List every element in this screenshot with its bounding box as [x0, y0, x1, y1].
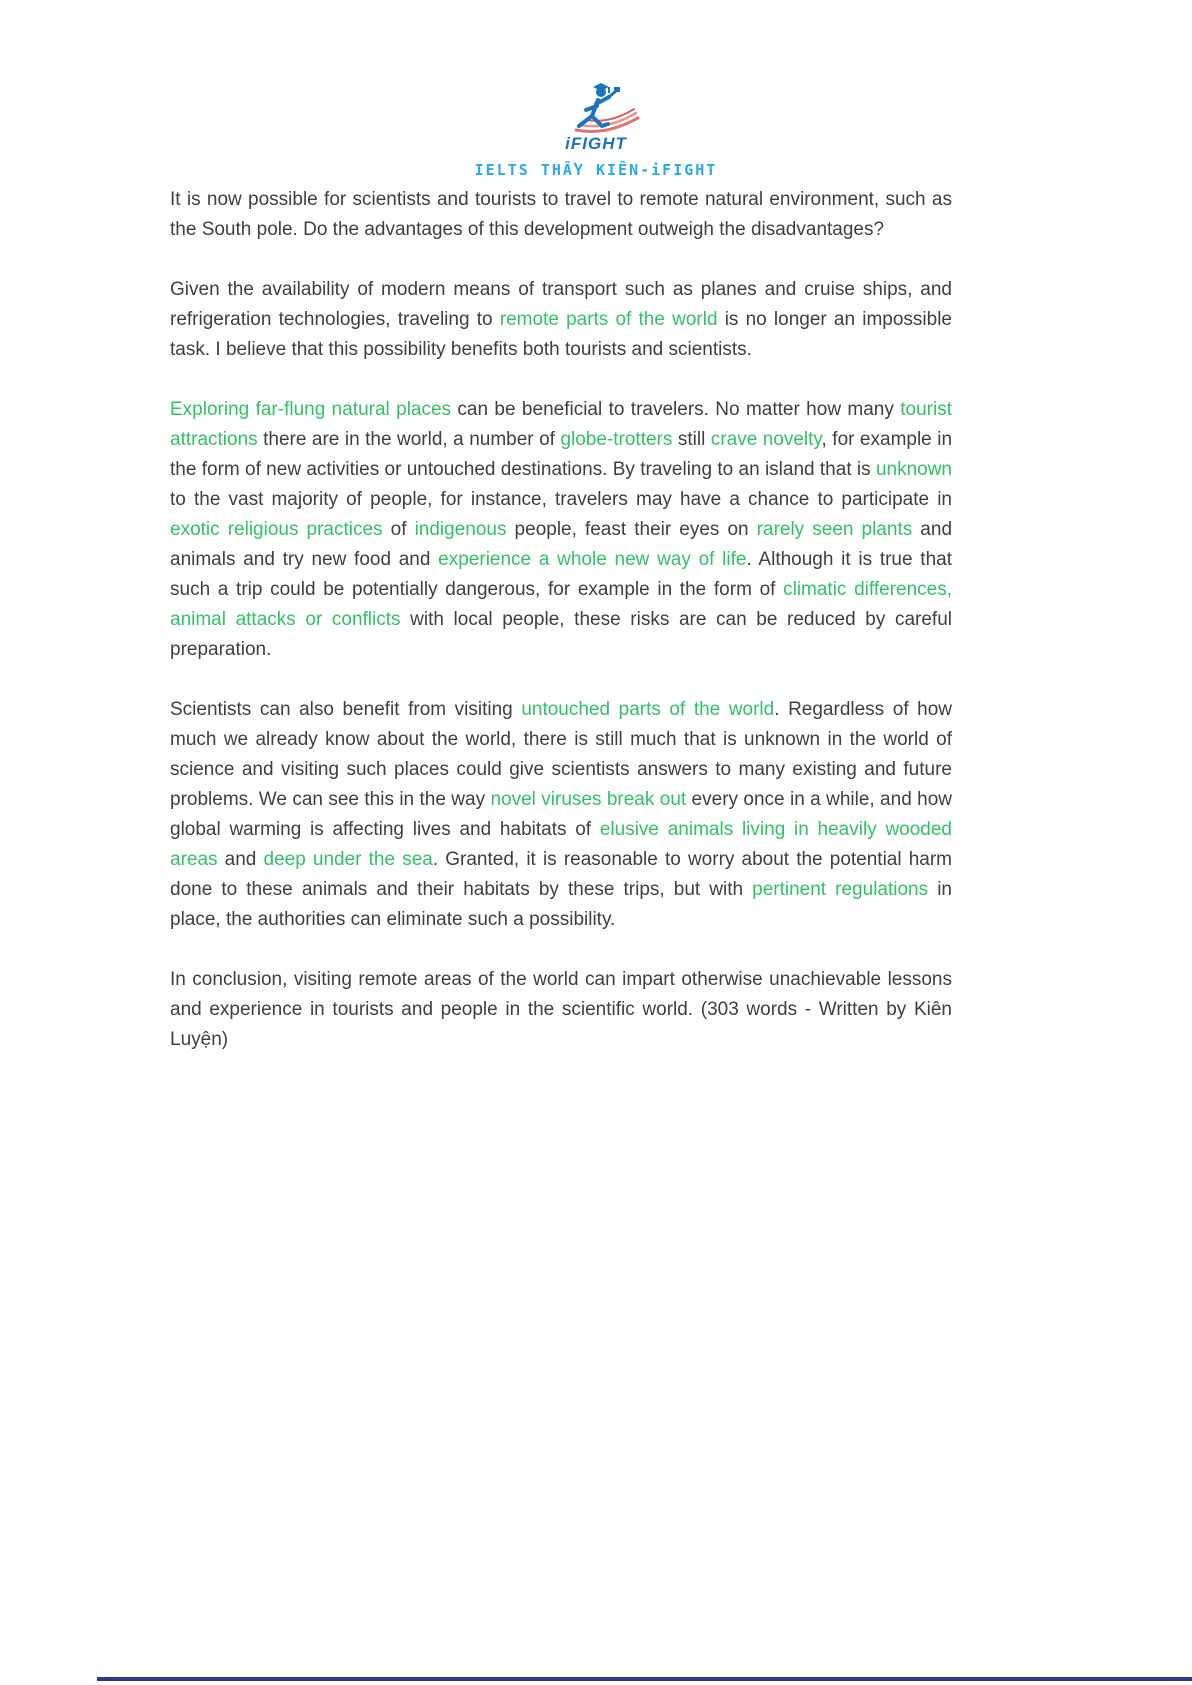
site-title: IELTS THẦY KIÊN-iFIGHT: [474, 161, 718, 179]
highlighted-phrase: Exploring far-flung natural places: [170, 399, 452, 420]
runner-logo-icon: [546, 80, 646, 142]
text-segment: is no longer an impossible task. I believe that this possibility benefits both tourists and scientists.: [170, 309, 952, 360]
text-segment: to the vast majority of people, for instance, travelers may have a chance to participate in: [170, 489, 952, 510]
text-segment: people, feast their eyes on: [506, 519, 757, 540]
text-segment: can be beneficial to travelers. No matter how many: [451, 399, 901, 420]
text-segment: In conclusion, visiting remote areas of the world can impart otherwise unachievable lessons and experience in tourists and people in the scientific world. (303 words - Written by Kiên Luyện): [170, 969, 952, 1050]
text-segment: Given the availability of modern means of transport such as planes and cruise ships, and refrigeration technologies, traveling to: [170, 279, 952, 330]
text-segment: . Although it is true that such a trip could be potentially dangerous, for example in the form of: [170, 549, 952, 600]
highlighted-phrase: globe-trotters: [560, 429, 673, 450]
text-segment: and: [217, 849, 264, 870]
highlighted-phrase: pertinent regulations: [752, 879, 929, 900]
text-segment: It is now possible for scientists and tourists to travel to remote natural environment, such as the South pole. Do the advantages of this development outweigh the disadvantages?: [170, 189, 952, 240]
text-segment: in place, the authorities can eliminate such a possibility.: [170, 879, 952, 930]
text-segment: every once in a while, and how global warming is affecting lives and habitats of: [170, 789, 952, 840]
text-segment: still: [672, 429, 711, 450]
highlighted-phrase: deep under the sea: [263, 849, 433, 870]
text-segment: with local people, these risks are can be reduced by careful preparation.: [170, 609, 952, 660]
text-segment: . Granted, it is reasonable to worry about the potential harm done to these animals and their habitats by these trips, but with: [170, 849, 953, 900]
essay-paragraph-body-2: [170, 695, 952, 935]
highlighted-phrase: elusive animals living in heavily wooded areas: [170, 819, 953, 870]
essay-paragraph-introduction: [170, 275, 952, 365]
text-segment: Scientists can also benefit from visiting: [170, 699, 522, 720]
highlighted-phrase: crave novelty: [710, 429, 822, 450]
brand-header: [0, 80, 1192, 179]
highlighted-phrase: untouched parts of the world: [521, 699, 775, 720]
brand-name: iFIGHT: [565, 134, 627, 153]
essay-paragraph-conclusion: [170, 965, 952, 1055]
essay-body: [170, 185, 952, 1085]
highlighted-phrase: novel viruses break out: [490, 789, 687, 810]
highlighted-phrase: climatic differences, animal attacks or conflicts: [170, 579, 952, 630]
highlighted-phrase: indigenous: [414, 519, 507, 540]
highlighted-phrase: experience a whole new way of life: [438, 549, 747, 570]
text-segment: of: [382, 519, 415, 540]
text-segment: there are in the world, a number of: [257, 429, 561, 450]
page-bottom-rule: [97, 1677, 1192, 1681]
text-segment: , for example in the form of new activities or untouched destinations. By traveling to an island that is: [170, 429, 953, 480]
highlighted-phrase: remote parts of the world: [499, 309, 718, 330]
text-segment: . Regardless of how much we already know about the world, there is still much that is unknown in the world of science and visiting such places could give scientists answers to many existing and future problems. We can see this in the way: [170, 699, 953, 810]
essay-paragraph-body-1: [170, 395, 952, 665]
highlighted-phrase: tourist attractions: [170, 399, 952, 450]
highlighted-phrase: rarely seen plants: [756, 519, 913, 540]
text-segment: and animals and try new food and: [170, 519, 953, 570]
highlighted-phrase: unknown: [875, 459, 952, 480]
essay-paragraph-prompt: [170, 185, 952, 245]
highlighted-phrase: exotic religious practices: [170, 519, 383, 540]
